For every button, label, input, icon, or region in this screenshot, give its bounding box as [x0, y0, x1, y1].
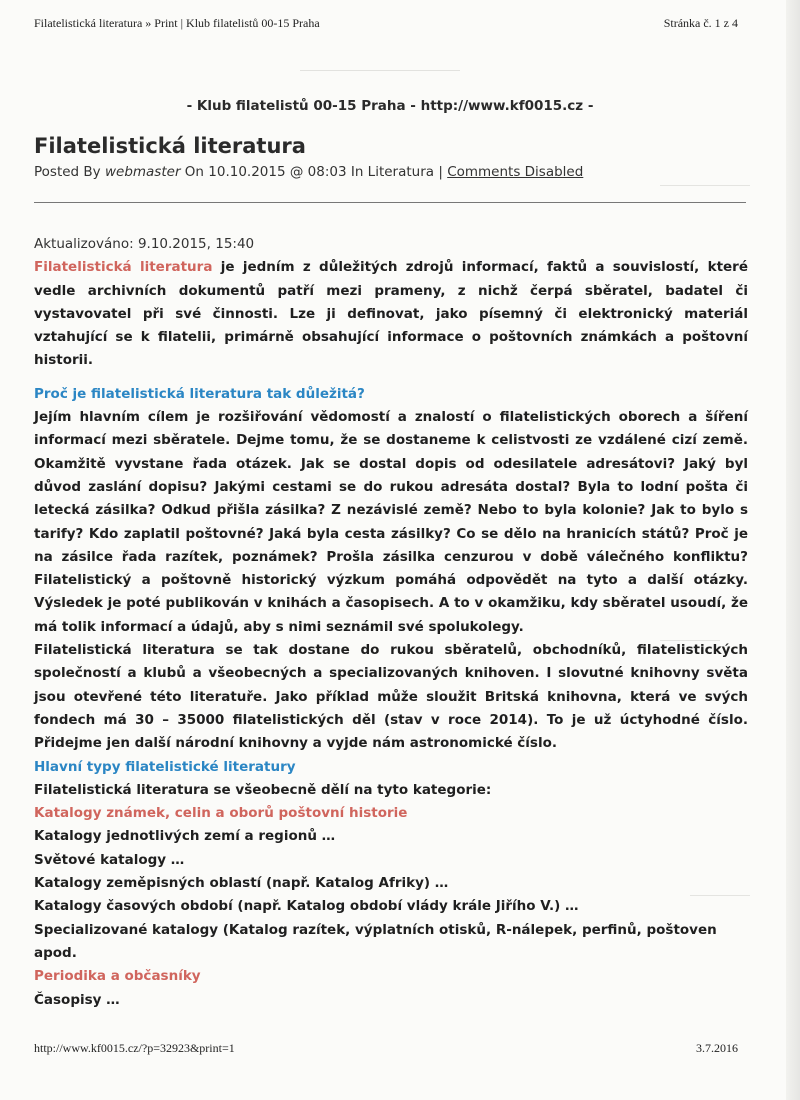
post-title: Filatelistická literatura [34, 134, 306, 158]
meta-middle: On 10.10.2015 @ 08:03 In Literatura | [184, 164, 443, 180]
heading-periodika: Periodika a občasníky [34, 968, 201, 985]
footer-url: http://www.kf0015.cz/?p=32923&print=1 [34, 1041, 235, 1055]
intro-paragraph [34, 256, 748, 372]
footer-date: 3.7.2016 [696, 1041, 738, 1055]
catalog-item: Světové katalogy … [34, 851, 185, 868]
show-through-text [660, 185, 750, 192]
intro-text: je jedním z důležitých zdrojů informací, faktů a souvislostí, které vedle archivních dokumentů patří mezi prameny, z nichž čerpá sběratel, badatel či vystavovatel při své činnosti. Lze ji definovat, jako písemný či elektronický materiál vztahující se k filatelii, primárně obsahující informace o poštovních známkách a poštovní historii. [34, 259, 748, 369]
site-line-text: - Klub filatelistů 00-15 Praha - http://www.kf0015.cz - [186, 98, 594, 114]
why-paragraph-2: Filatelistická literatura se tak dostane do rukou sběratelů, obchodníků, filatelistických společností a klubů a všeobecných a specializovaných knihoven. I slovutné knihovny světa jsou otevřené této literatuře. Jako příklad může sloužit Britská knihovna, která ve svých fondech má 30 – 35000 filatelistických děl (stav v roce 2014). To je už úctyhodné číslo. Přidejme jen další národní knihovny a vyjde nám astronomické číslo. [34, 642, 748, 752]
spacer [34, 373, 748, 383]
post-author: webmaster [104, 164, 181, 180]
types-paragraph: Filatelistická literatura se všeobecně dělí na tyto kategorie: [34, 781, 492, 798]
scan-edge [786, 0, 800, 1100]
show-through-text [300, 70, 460, 77]
heading-types: Hlavní typy filatelistické literatury [34, 758, 296, 775]
meta-prefix: Posted By [34, 164, 101, 180]
heading-catalogs: Katalogy známek, celin a oborů poštovní historie [34, 805, 408, 822]
updated-date: Aktualizováno: 9.10.2015, 15:40 [34, 236, 255, 252]
heading-why: Proč je filatelistická literatura tak důležitá? [34, 385, 365, 402]
comments-link[interactable]: Comments Disabled [447, 164, 584, 180]
catalog-item: Specializované katalogy (Katalog razítek, výplatních otisků, R-nálepek, perfinů, poštoven apod. [34, 921, 717, 961]
post-meta [34, 164, 583, 180]
article-body [34, 233, 748, 1012]
divider [34, 202, 746, 203]
site-line [0, 98, 780, 114]
print-header-page-count: Stránka č. 1 z 4 [663, 16, 738, 30]
print-header-title: Filatelistická literatura » Print | Klub filatelistů 00-15 Praha [34, 16, 320, 30]
catalog-item: Katalogy jednotlivých zemí a regionů … [34, 828, 336, 845]
periodika-item: Časopisy … [34, 991, 120, 1008]
catalog-item: Katalogy časových období (např. Katalog období vlády krále Jiřího V.) … [34, 898, 579, 915]
why-paragraph-1: Jejím hlavním cílem je rozšiřování vědomostí a znalostí o filatelistických oborech a šíření informací mezi sběratele. Dejme tomu, že se dostaneme k celistvosti ze vzdálené cizí země. Okamžitě vyvstane řada otázek. Jak se dostal dopis od odesilatele adresátovi? Jaký byl důvod zaslání dopisu? Jakými cestami se do rukou adresáta dostal? Byla to lodní pošta či letecká zásilka? Odkud přišla zásilka? Z nezávislé země? Nebo to byla kolonie? Jak to bylo s tarify? Kdo zaplatil poštovné? Jaká byla cesta zásilky? Co se dělo na hranicích států? Proč je na zásilce řada razítek, poznámek? Prošla zásilka cenzurou v době válečného konfliktu? Filatelistický a poštovně historický výzkum pomáhá odpovědět na tyto a další otázky. Výsledek je poté publikován v knihách a časopisech. A to v okamžiku, kdy sběratel usoudí, že má tolik informací a údajů, aby s nimi seznámil své spolukolegy. [34, 409, 748, 635]
intro-highlight: Filatelistická literatura [34, 259, 213, 276]
catalog-item: Katalogy zeměpisných oblastí (např. Katalog Afriky) … [34, 875, 449, 892]
